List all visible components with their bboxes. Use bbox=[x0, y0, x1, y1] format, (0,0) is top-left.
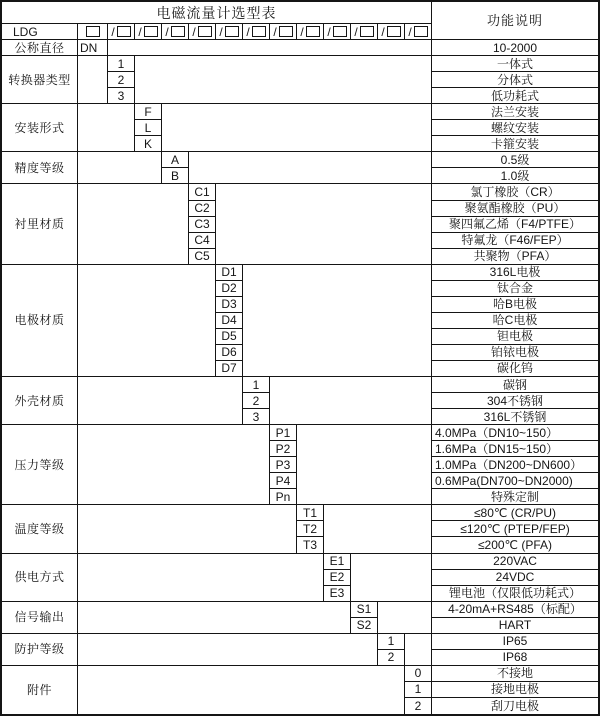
code-box-icon bbox=[117, 26, 131, 37]
slash-separator: / bbox=[327, 24, 331, 39]
empty-span-cell bbox=[78, 554, 324, 602]
right-column-header: 功能说明 bbox=[432, 2, 598, 40]
option-code: 2 bbox=[378, 650, 405, 666]
empty-span-cell bbox=[297, 425, 432, 505]
option-description: ≤80℃ (CR/PU) bbox=[432, 505, 598, 521]
option-description: HART bbox=[432, 618, 598, 634]
category-label: 精度等级 bbox=[2, 152, 78, 184]
code-box-icon bbox=[198, 26, 212, 37]
option-code: P4 bbox=[270, 473, 297, 489]
model-code-slot bbox=[162, 24, 189, 40]
model-code-slot bbox=[243, 24, 270, 40]
slash-separator: / bbox=[246, 24, 250, 39]
option-description: 碳化钨 bbox=[432, 361, 598, 377]
empty-span-cell bbox=[78, 152, 162, 184]
slash-separator: / bbox=[138, 24, 142, 39]
option-description: 特氟龙（F46/FEP） bbox=[432, 233, 598, 249]
option-description: 1.0级 bbox=[432, 168, 598, 184]
option-description: 氯丁橡胶（CR） bbox=[432, 184, 598, 200]
option-description: 铂铱电极 bbox=[432, 345, 598, 361]
category-label: 衬里材质 bbox=[2, 184, 78, 264]
option-code: D1 bbox=[216, 265, 243, 281]
slash-separator: / bbox=[111, 24, 115, 39]
model-code-slot bbox=[189, 24, 216, 40]
empty-span-cell bbox=[243, 265, 432, 377]
option-description: 0.6MPa(DN700~DN2000) bbox=[432, 473, 598, 489]
model-code-slot bbox=[297, 24, 324, 40]
option-code: A bbox=[162, 152, 189, 168]
model-code-slot bbox=[216, 24, 243, 40]
category-label: 外壳材质 bbox=[2, 377, 78, 425]
option-code: 1 bbox=[378, 634, 405, 650]
empty-span-cell bbox=[378, 602, 432, 634]
option-description: 316L不锈钢 bbox=[432, 409, 598, 425]
code-box-icon bbox=[279, 26, 293, 37]
empty-span-cell bbox=[162, 104, 432, 152]
empty-span-cell bbox=[78, 666, 405, 714]
model-code-slot bbox=[378, 24, 405, 40]
option-code: D3 bbox=[216, 297, 243, 313]
category-label: 供电方式 bbox=[2, 554, 78, 602]
option-code: 2 bbox=[243, 393, 270, 409]
category-label: 转换器类型 bbox=[2, 56, 78, 104]
slash-separator: / bbox=[273, 24, 277, 39]
option-code: DN bbox=[78, 40, 108, 56]
category-label: 压力等级 bbox=[2, 425, 78, 505]
option-code: D4 bbox=[216, 313, 243, 329]
option-code: S1 bbox=[351, 602, 378, 618]
empty-span-cell bbox=[108, 40, 432, 56]
slash-separator: / bbox=[354, 24, 358, 39]
option-code: B bbox=[162, 168, 189, 184]
code-box-icon bbox=[144, 26, 158, 37]
category-label: 电极材质 bbox=[2, 265, 78, 377]
empty-span-cell bbox=[135, 56, 432, 104]
option-code: 3 bbox=[108, 88, 135, 104]
empty-span-cell bbox=[324, 505, 432, 553]
option-description: 锂电池（仅限低功耗式） bbox=[432, 586, 598, 602]
option-description: IP65 bbox=[432, 634, 598, 650]
option-code: 1 bbox=[108, 56, 135, 72]
model-code-slot bbox=[351, 24, 378, 40]
slash-separator: / bbox=[192, 24, 196, 39]
option-description: 一体式 bbox=[432, 56, 598, 72]
empty-span-cell bbox=[78, 377, 243, 425]
category-label: 信号输出 bbox=[2, 602, 78, 634]
category-label: 安装形式 bbox=[2, 104, 78, 152]
option-description: 哈C电极 bbox=[432, 313, 598, 329]
option-code: P1 bbox=[270, 425, 297, 441]
option-description: 钛合金 bbox=[432, 281, 598, 297]
empty-span-cell bbox=[78, 425, 270, 505]
model-code-slot bbox=[324, 24, 351, 40]
option-description: ≤200℃ (PFA) bbox=[432, 537, 598, 553]
option-description: 10-2000 bbox=[432, 40, 598, 56]
empty-span-cell bbox=[189, 152, 432, 184]
option-code: K bbox=[135, 136, 162, 152]
option-code: D2 bbox=[216, 281, 243, 297]
category-label: 温度等级 bbox=[2, 505, 78, 553]
option-code: C1 bbox=[189, 184, 216, 200]
code-box-icon bbox=[225, 26, 239, 37]
option-code: P2 bbox=[270, 441, 297, 457]
code-box-icon bbox=[360, 26, 374, 37]
empty-span-cell bbox=[78, 104, 135, 152]
code-box-icon bbox=[171, 26, 185, 37]
empty-span-cell bbox=[405, 634, 432, 666]
option-code: C2 bbox=[189, 201, 216, 217]
category-label: 防护等级 bbox=[2, 634, 78, 666]
model-prefix: LDG bbox=[2, 24, 78, 40]
option-description: 聚氨酯橡胶（PU） bbox=[432, 201, 598, 217]
option-description: 316L电极 bbox=[432, 265, 598, 281]
option-description: 共聚物（PFA） bbox=[432, 249, 598, 265]
option-code: C3 bbox=[189, 217, 216, 233]
option-code: E2 bbox=[324, 570, 351, 586]
option-code: 3 bbox=[243, 409, 270, 425]
option-code: D7 bbox=[216, 361, 243, 377]
option-code: S2 bbox=[351, 618, 378, 634]
model-code-slot bbox=[78, 24, 108, 40]
option-description: 接地电极 bbox=[432, 682, 598, 698]
empty-span-cell bbox=[78, 505, 297, 553]
slash-separator: / bbox=[381, 24, 385, 39]
option-code: 2 bbox=[405, 698, 432, 714]
option-code: C5 bbox=[189, 249, 216, 265]
option-description: 4-20mA+RS485（标配） bbox=[432, 602, 598, 618]
option-code: L bbox=[135, 120, 162, 136]
option-description: 220VAC bbox=[432, 554, 598, 570]
option-description: 刮刀电极 bbox=[490, 698, 539, 713]
option-code: T3 bbox=[297, 537, 324, 553]
option-description: 304不锈钢 bbox=[432, 393, 598, 409]
table-title: 电磁流量计选型表 bbox=[2, 2, 432, 24]
option-description: 钽电极 bbox=[432, 329, 598, 345]
slash-separator: / bbox=[300, 24, 304, 39]
option-description: 4.0MPa（DN10~150） bbox=[432, 425, 598, 441]
option-description: 碳钢 bbox=[432, 377, 598, 393]
option-code: 2 bbox=[108, 72, 135, 88]
empty-span-cell bbox=[78, 602, 351, 634]
model-code-slot bbox=[108, 24, 135, 40]
option-description: 卡箍安装 bbox=[432, 136, 598, 152]
model-code-slot bbox=[405, 24, 432, 40]
option-description: 24VDC bbox=[432, 570, 598, 586]
category-label: 公称直径 bbox=[2, 40, 78, 56]
option-description: 螺纹安装 bbox=[432, 120, 598, 136]
empty-span-cell bbox=[78, 634, 378, 666]
option-description: ≤120℃ (PTEP/FEP) bbox=[432, 521, 598, 537]
option-code: T1 bbox=[297, 505, 324, 521]
option-description: 低功耗式 bbox=[432, 88, 598, 104]
code-box-icon bbox=[333, 26, 347, 37]
code-box-icon bbox=[306, 26, 320, 37]
option-description: 特殊定制 bbox=[432, 489, 598, 505]
option-code: 1 bbox=[243, 377, 270, 393]
option-description: 分体式 bbox=[432, 72, 598, 88]
category-label: 附件 bbox=[2, 666, 78, 714]
option-description: IP68 bbox=[432, 650, 598, 666]
code-box-icon bbox=[414, 26, 428, 37]
empty-span-cell bbox=[78, 184, 189, 264]
option-code: C4 bbox=[189, 233, 216, 249]
empty-span-cell bbox=[351, 554, 432, 602]
model-code-slot bbox=[270, 24, 297, 40]
option-code: D5 bbox=[216, 329, 243, 345]
option-description: 1.0MPa（DN200~DN600） bbox=[432, 457, 598, 473]
option-description: 不接地 bbox=[432, 666, 598, 682]
code-box-icon bbox=[86, 26, 100, 37]
option-description: 哈B电极 bbox=[432, 297, 598, 313]
empty-span-cell bbox=[78, 265, 216, 377]
empty-span-cell bbox=[216, 184, 432, 264]
option-code: Pn bbox=[270, 489, 297, 505]
option-code: 1 bbox=[405, 682, 432, 698]
option-description: 聚四氟乙烯（F4/PTFE） bbox=[432, 217, 598, 233]
option-description: 法兰安装 bbox=[432, 104, 598, 120]
slash-separator: / bbox=[408, 24, 412, 39]
option-description: 0.5级 bbox=[432, 152, 598, 168]
code-box-icon bbox=[387, 26, 401, 37]
model-code-slot bbox=[135, 24, 162, 40]
option-code: D6 bbox=[216, 345, 243, 361]
option-code: T2 bbox=[297, 521, 324, 537]
slash-separator: / bbox=[219, 24, 223, 39]
empty-span-cell bbox=[270, 377, 432, 425]
option-code: 0 bbox=[405, 666, 432, 682]
slash-separator: / bbox=[165, 24, 169, 39]
option-code: P3 bbox=[270, 457, 297, 473]
option-description: 1.6MPa（DN15~150） bbox=[432, 441, 598, 457]
option-code: F bbox=[135, 104, 162, 120]
code-box-icon bbox=[252, 26, 266, 37]
option-code: E3 bbox=[324, 586, 351, 602]
empty-span-cell bbox=[78, 56, 108, 104]
option-code: E1 bbox=[324, 554, 351, 570]
